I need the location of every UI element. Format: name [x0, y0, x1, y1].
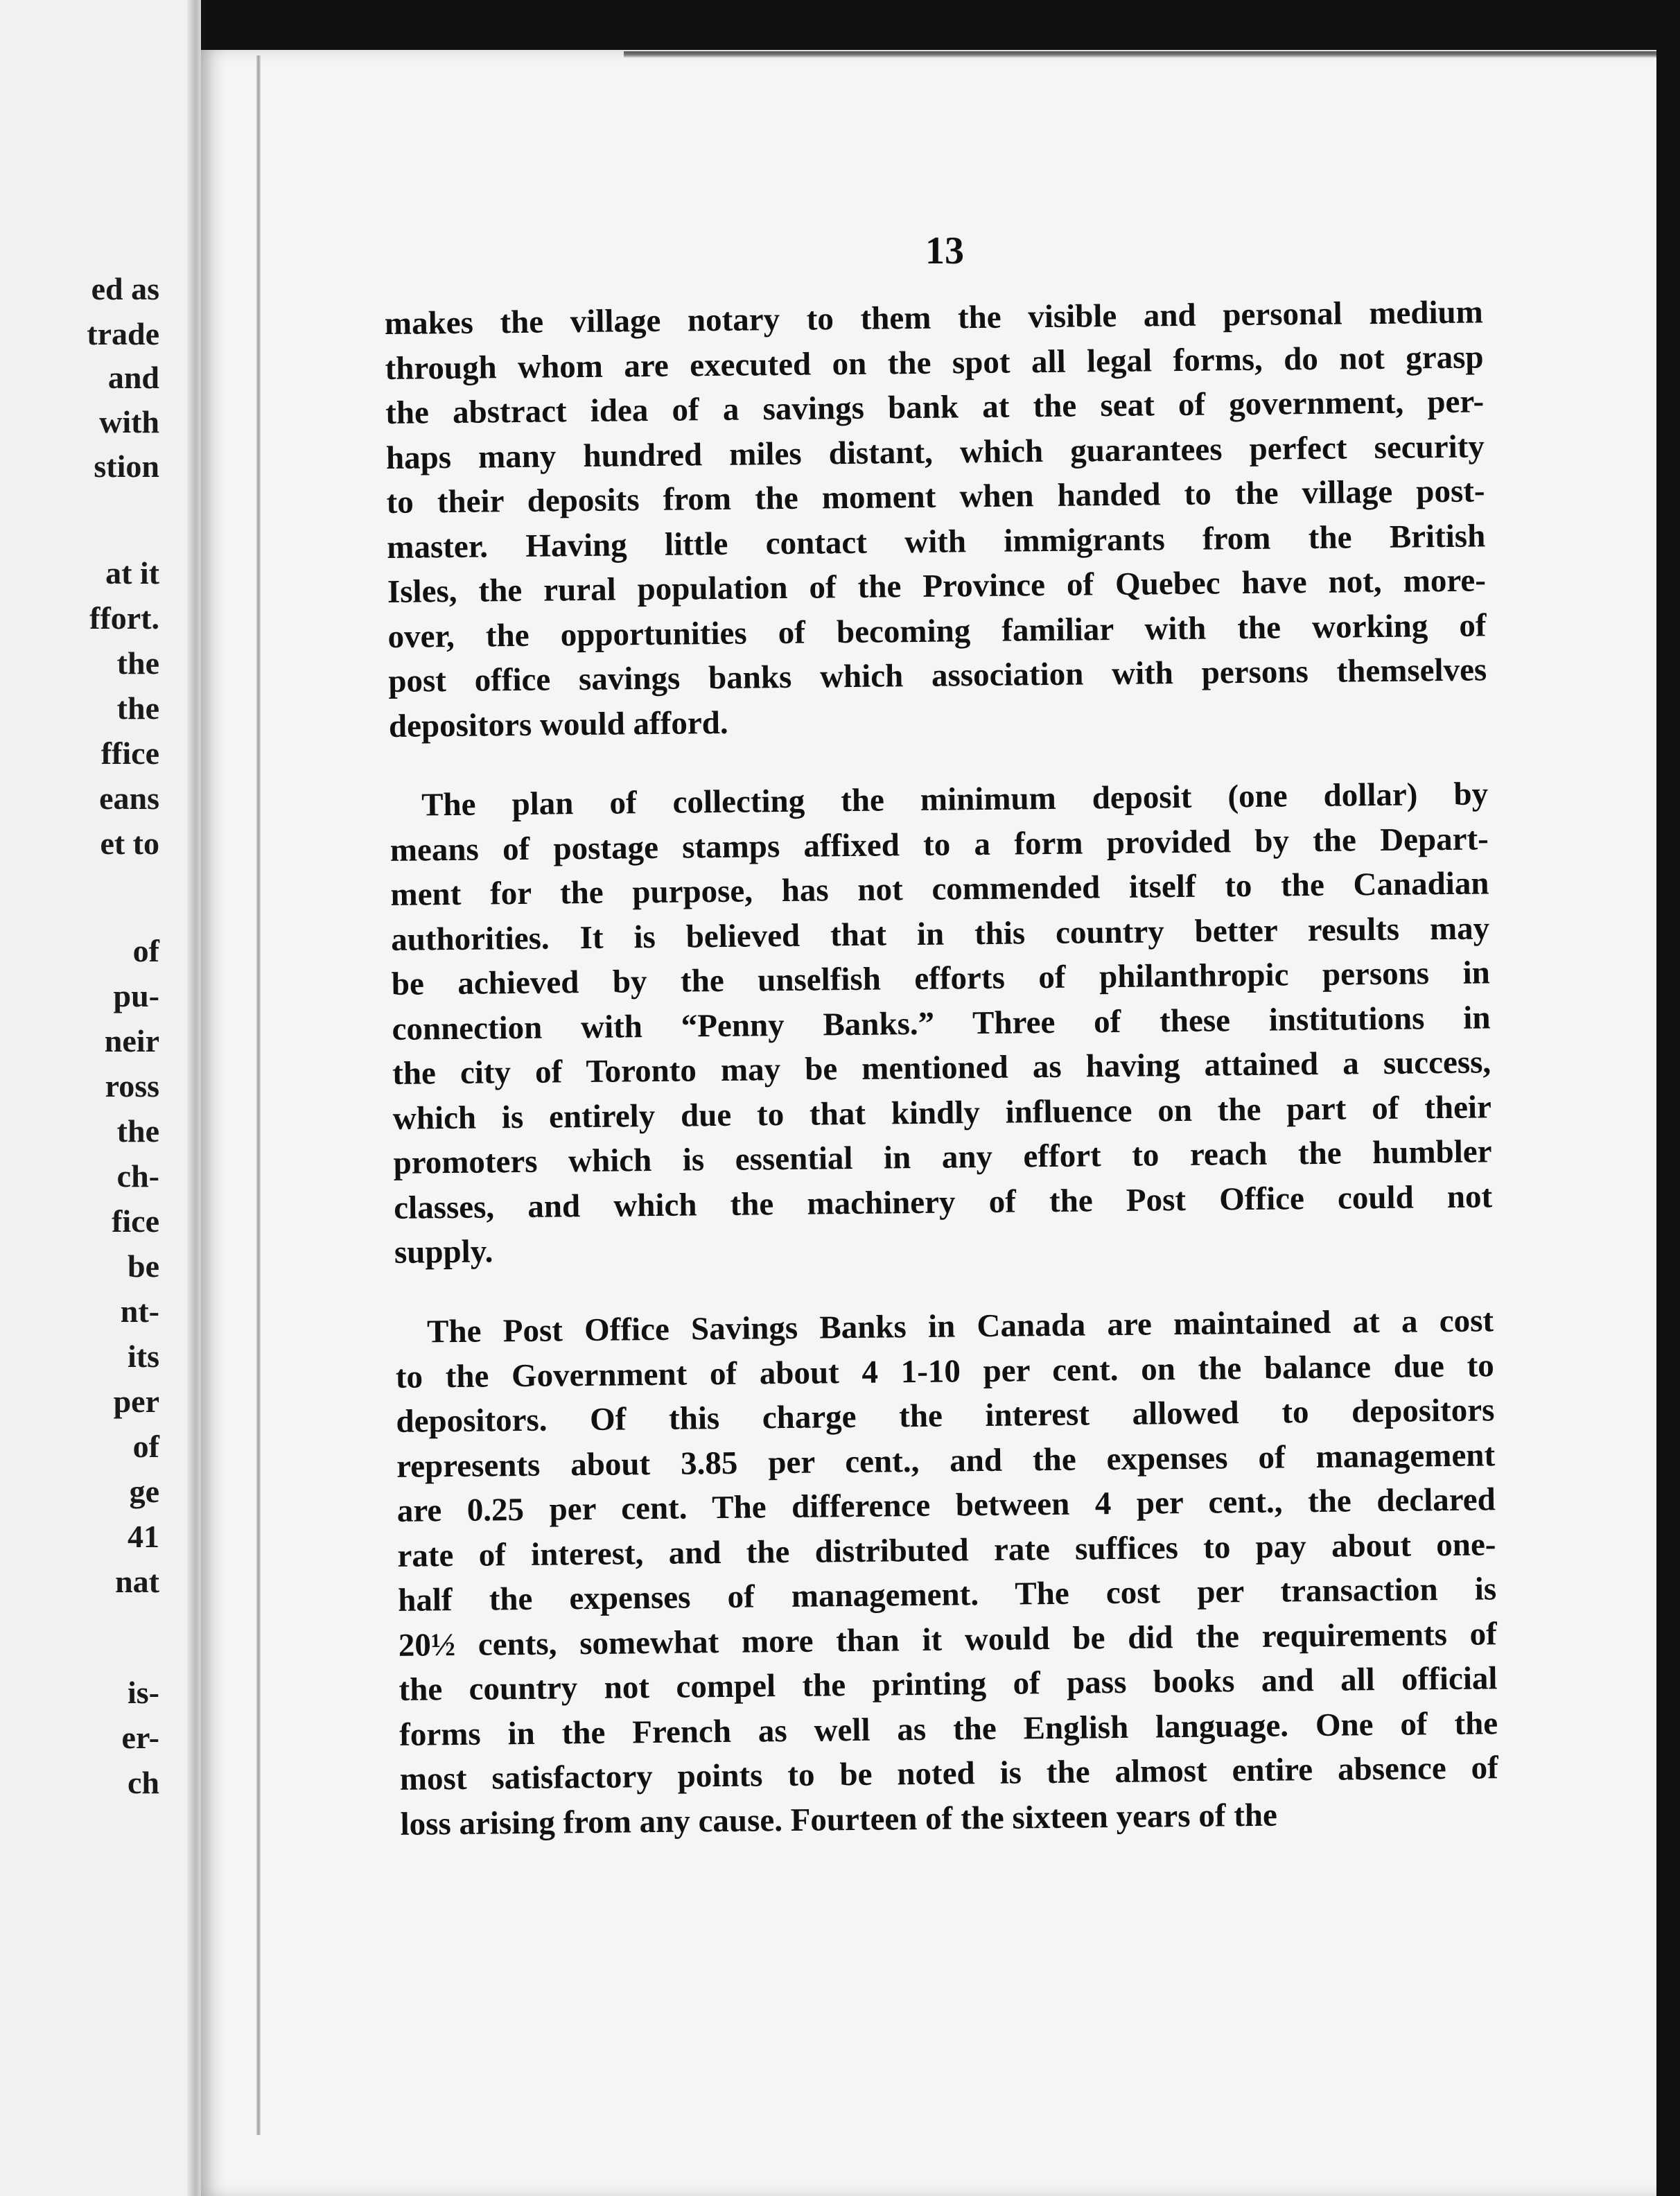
left-fragment-line: with — [99, 404, 159, 439]
left-page-fragment — [0, 0, 201, 2196]
text-line: over, the opportunities of becoming familiar with the working of — [387, 607, 1487, 655]
page-number: 13 — [925, 229, 964, 272]
book-gutter — [187, 0, 201, 2196]
text-line: depositors. Of this charge the interest allowed to depositors — [396, 1392, 1495, 1440]
text-line: The plan of collecting the minimum deposit (one dollar) by — [421, 776, 1489, 824]
text-line: authorities. It is believed that in this country better results may — [390, 909, 1490, 958]
page-top-edge — [624, 51, 1656, 58]
left-fragment-line: at it — [105, 555, 159, 591]
text-line: connection with “Penny Banks.” Three of these institutions in — [392, 999, 1491, 1047]
left-fragment-line: neir — [104, 1023, 159, 1058]
text-line: classes, and which the machinery of the Post Office could not — [393, 1178, 1493, 1226]
text-line: forms in the French as well as the English language. One of the — [399, 1705, 1498, 1753]
left-fragment-line: the — [116, 1113, 159, 1149]
text-line: makes the village notary to them the visible and personal medium — [384, 294, 1484, 342]
left-fragment-line: of — [132, 933, 159, 968]
left-fragment-line: 41 — [128, 1519, 159, 1554]
left-fragment-line: trade — [87, 316, 159, 351]
text-line: haps many hundred miles distant, which guarantees perfect security — [385, 428, 1485, 476]
text-line: post office savings banks which association with persons themselves — [388, 652, 1487, 699]
text-line: promoters which is essential in any effort to reach the humbler — [393, 1133, 1492, 1181]
left-fragment-line: nat — [115, 1564, 159, 1599]
text-line: rate of interest, and the distributed rate suffices to pay about one- — [397, 1526, 1496, 1574]
text-line: means of postage stamps affixed to a form provided by the Depart- — [390, 820, 1489, 869]
left-fragment-line: the — [116, 690, 159, 726]
text-line: 20½ cents, somewhat more than it would be did the requirements of — [398, 1615, 1498, 1664]
left-fragment-line: eans — [99, 781, 159, 816]
left-fragment-line: ge — [129, 1474, 159, 1509]
text-line: depositors would afford. — [388, 704, 728, 744]
left-fragment-line: per — [113, 1384, 159, 1419]
left-fragment-line: ross — [105, 1068, 159, 1104]
left-fragment-line: ch- — [116, 1158, 159, 1194]
text-line: be achieved by the unselfish efforts of philanthropic persons in — [391, 955, 1491, 1002]
left-fragment-line: ffort. — [89, 600, 159, 636]
left-fragment-line: be — [128, 1248, 159, 1284]
text-line: which is entirely due to that kindly influence on the part of their — [392, 1088, 1492, 1137]
text-line: the city of Toronto may be mentioned as having attained a success, — [392, 1044, 1491, 1092]
left-fragment-line: et to — [100, 826, 159, 861]
text-line: The Post Office Savings Banks in Canada are maintained at a cost — [426, 1302, 1494, 1350]
left-fragment-line: of — [132, 1429, 159, 1464]
left-fragment-line: is- — [128, 1675, 159, 1710]
left-fragment-line: ffice — [100, 735, 159, 771]
left-fragment-line: stion — [94, 448, 159, 484]
left-fragment-line: and — [107, 360, 159, 395]
left-fragment-line: ed as — [91, 271, 159, 306]
left-fragment-line: its — [128, 1339, 159, 1374]
text-line: are 0.25 per cent. The difference between 4 per cent., the declared — [396, 1481, 1496, 1529]
binding-fold — [256, 55, 261, 2135]
text-line: master. Having little contact with immigrants from the British — [386, 517, 1486, 566]
text-line: through whom are executed on the spot all legal forms, do not grasp — [385, 338, 1484, 387]
text-line: supply. — [394, 1233, 493, 1271]
left-fragment-line: ch — [128, 1765, 159, 1800]
text-line: represents about 3.85 per cent., and the expenses of management — [396, 1436, 1496, 1485]
text-line: most satisfactory points to be noted is the almost entire absence of — [399, 1750, 1499, 1797]
text-line: loss arising from any cause. Fourteen of the sixteen years of the — [400, 1797, 1278, 1842]
left-fragment-line: nt- — [120, 1293, 159, 1329]
left-fragment-line: fice — [112, 1203, 159, 1239]
text-line: Isles, the rural population of the Province of Quebec have not, more- — [387, 562, 1487, 610]
text-line: the abstract idea of a savings bank at the seat of government, per- — [385, 383, 1485, 431]
page-right-edge — [1656, 42, 1680, 2196]
left-fragment-line: the — [116, 645, 159, 681]
left-fragment-line: pu- — [113, 978, 159, 1013]
text-line: to the Government of about 4 1-10 per cent. on the balance due to — [395, 1347, 1494, 1395]
text-line: the country not compel the printing of pass books and all official — [399, 1660, 1498, 1708]
text-line: to their deposits from the moment when handed to the village post- — [386, 473, 1485, 521]
text-line: half the expenses of management. The cost per transaction is — [397, 1571, 1497, 1619]
left-fragment-line: er- — [121, 1720, 159, 1755]
text-line: ment for the purpose, has not commended itself to the Canadian — [390, 865, 1489, 913]
